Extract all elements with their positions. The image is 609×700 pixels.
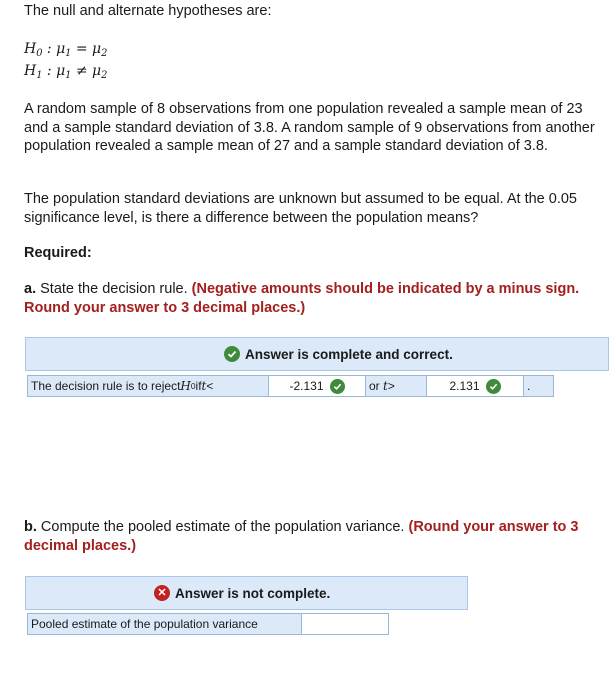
check-circle-icon — [486, 379, 501, 394]
part-a-status: Answer is complete and correct. — [224, 346, 453, 362]
check-circle-icon — [224, 346, 240, 362]
trailing-period: . — [523, 375, 554, 397]
assumption-statement: The population standard deviations are unknown but assumed to be equal. At the 0.05 significance level, is there a difference between the population means? — [24, 191, 577, 226]
hypotheses-intro: The null and alternate hypotheses are: — [24, 3, 272, 19]
part-b-question: b. Compute the pooled estimate of the population variance. (Round your answer to 3 decimal places.) — [24, 519, 579, 554]
required-heading: Required: — [24, 245, 92, 261]
null-hypothesis: $H_0$ : $\mu_1 = \mu_2$ — [24, 41, 108, 59]
part-a-status-panel — [25, 337, 609, 371]
part-a-question: a. State the decision rule. (Negative amounts should be indicated by a minus sign. Round your answer to 3 decimal places.) — [24, 281, 580, 316]
lower-critical-value-input[interactable]: -2.131 — [268, 375, 366, 397]
part-b-status-panel — [25, 576, 468, 610]
problem-statement: A random sample of 8 observations from one population revealed a sample mean of 23 and a sample standard deviation of 3.8. A random sample of 9 observations from another population revealed a sample mean of 27 and a sample standard deviation of 3.8. — [24, 101, 595, 154]
alternate-hypothesis: $H_1$ : $\mu_1 \ne \mu_2$ — [24, 63, 108, 81]
error-circle-icon: ✕ — [154, 585, 170, 601]
check-circle-icon — [330, 379, 345, 394]
part-b-status: ✕ Answer is not complete. — [154, 585, 330, 601]
pooled-variance-input[interactable] — [301, 613, 389, 635]
or-label: or t > — [365, 375, 427, 397]
pooled-variance-label: Pooled estimate of the population variance — [27, 613, 302, 635]
upper-critical-value-input[interactable]: 2.131 — [426, 375, 524, 397]
decision-rule-label: The decision rule is to reject H 0 if t < — [27, 375, 269, 397]
